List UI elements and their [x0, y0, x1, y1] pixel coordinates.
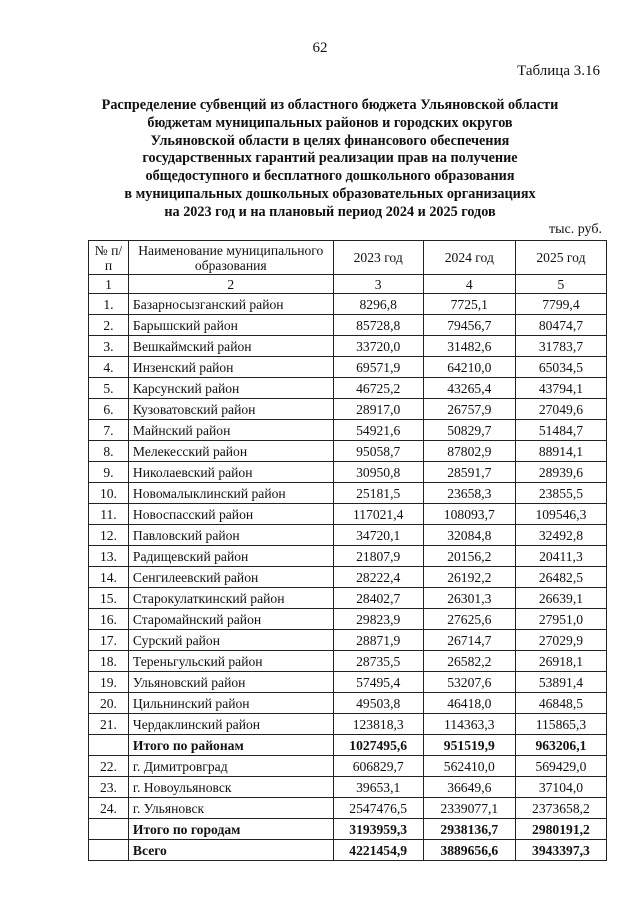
row-name: Новоспасский район: [128, 504, 333, 525]
value-2023: 1027495,6: [333, 735, 423, 756]
header-2023: 2023 год: [333, 241, 423, 275]
value-2023: 28735,5: [333, 651, 423, 672]
row-num: 15.: [89, 588, 129, 609]
value-2023: 8296,8: [333, 294, 423, 315]
row-name: Старомайнский район: [128, 609, 333, 630]
value-2023: 46725,2: [333, 378, 423, 399]
row-name: Всего: [128, 840, 333, 861]
grand-total-row: [89, 840, 607, 861]
value-2025: 32492,8: [515, 525, 606, 546]
header-2024: 2024 год: [423, 241, 515, 275]
row-num: 12.: [89, 525, 129, 546]
row-name: Новомалыклинский район: [128, 483, 333, 504]
row-num: 14.: [89, 567, 129, 588]
table-row: [89, 504, 607, 525]
title-line: государственных гарантий реализации прав на получение: [142, 150, 518, 167]
value-2025: 53891,4: [515, 672, 606, 693]
row-num: 20.: [89, 693, 129, 714]
value-2024: 26192,2: [423, 567, 515, 588]
value-2023: 57495,4: [333, 672, 423, 693]
row-name: Павловский район: [128, 525, 333, 546]
value-2024: 28591,7: [423, 462, 515, 483]
value-2024: 951519,9: [423, 735, 515, 756]
value-2024: 562410,0: [423, 756, 515, 777]
table-row: [89, 567, 607, 588]
column-index: 2: [128, 275, 333, 294]
value-2023: 117021,4: [333, 504, 423, 525]
value-2023: 49503,8: [333, 693, 423, 714]
row-name: Майнский район: [128, 420, 333, 441]
row-name: Сенгилеевский район: [128, 567, 333, 588]
table-row: [89, 756, 607, 777]
value-2025: 88914,1: [515, 441, 606, 462]
value-2025: 23855,5: [515, 483, 606, 504]
row-name: Мелекесский район: [128, 441, 333, 462]
table-row: [89, 672, 607, 693]
table-row: [89, 420, 607, 441]
value-2023: 606829,7: [333, 756, 423, 777]
row-num: 17.: [89, 630, 129, 651]
value-2023: 25181,5: [333, 483, 423, 504]
value-2025: 46848,5: [515, 693, 606, 714]
row-name: Барышский район: [128, 315, 333, 336]
value-2025: 2980191,2: [515, 819, 606, 840]
title-line: Распределение субвенций из областного бюджета Ульяновской области: [101, 97, 559, 113]
value-2023: 2547476,5: [333, 798, 423, 819]
value-2023: 30950,8: [333, 462, 423, 483]
value-2024: 50829,7: [423, 420, 515, 441]
column-index: 5: [515, 275, 606, 294]
value-2023: 39653,1: [333, 777, 423, 798]
table-row: [89, 483, 607, 504]
table-label: Таблица 3.16: [517, 63, 600, 79]
value-2024: 64210,0: [423, 357, 515, 378]
value-2025: 27029,9: [515, 630, 606, 651]
value-2024: 31482,6: [423, 336, 515, 357]
row-name: Итого по районам: [128, 735, 333, 756]
column-index: 1: [89, 275, 129, 294]
table-body: [89, 294, 607, 861]
row-num: [89, 735, 129, 756]
value-2025: 109546,3: [515, 504, 606, 525]
value-2024: 87802,9: [423, 441, 515, 462]
value-2023: 28222,4: [333, 567, 423, 588]
table-row: [89, 525, 607, 546]
row-num: 8.: [89, 441, 129, 462]
table-row: [89, 588, 607, 609]
value-2025: 65034,5: [515, 357, 606, 378]
table-row: [89, 609, 607, 630]
value-2025: 3943397,3: [515, 840, 606, 861]
value-2025: 27049,6: [515, 399, 606, 420]
table-row: [89, 315, 607, 336]
value-2024: 114363,3: [423, 714, 515, 735]
table-row: [89, 777, 607, 798]
column-index: 4: [423, 275, 515, 294]
row-num: 24.: [89, 798, 129, 819]
row-num: 5.: [89, 378, 129, 399]
row-num: 22.: [89, 756, 129, 777]
cities-total-row: [89, 819, 607, 840]
value-2024: 7725,1: [423, 294, 515, 315]
value-2025: 963206,1: [515, 735, 606, 756]
value-2023: 123818,3: [333, 714, 423, 735]
value-2025: 43794,1: [515, 378, 606, 399]
column-index: 3: [333, 275, 423, 294]
value-2024: 27625,6: [423, 609, 515, 630]
value-2023: 54921,6: [333, 420, 423, 441]
header-name: Наименование муниципального образования: [128, 241, 333, 275]
value-2024: 23658,3: [423, 483, 515, 504]
row-name: Чердаклинский район: [128, 714, 333, 735]
column-index-row: [89, 275, 607, 294]
document-title: [60, 97, 600, 222]
row-name: Базарносызганский район: [128, 294, 333, 315]
value-2025: 20411,3: [515, 546, 606, 567]
value-2024: 2938136,7: [423, 819, 515, 840]
row-num: 9.: [89, 462, 129, 483]
row-num: 16.: [89, 609, 129, 630]
value-2023: 34720,1: [333, 525, 423, 546]
row-name: Инзенский район: [128, 357, 333, 378]
header-2025: 2025 год: [515, 241, 606, 275]
table-row: [89, 546, 607, 567]
value-2025: 26918,1: [515, 651, 606, 672]
row-name: Вешкаймский район: [128, 336, 333, 357]
value-2023: 28917,0: [333, 399, 423, 420]
table-row: [89, 294, 607, 315]
title-line: общедоступного и бесплатного дошкольного образования: [145, 168, 515, 185]
row-name: г. Ульяновск: [128, 798, 333, 819]
table-row: [89, 336, 607, 357]
value-2025: 115865,3: [515, 714, 606, 735]
unit-label: тыс. руб.: [549, 222, 602, 237]
subvention-table: [88, 240, 607, 861]
value-2024: 3889656,6: [423, 840, 515, 861]
value-2024: 26714,7: [423, 630, 515, 651]
value-2025: 2373658,2: [515, 798, 606, 819]
table-row: [89, 399, 607, 420]
row-num: 11.: [89, 504, 129, 525]
row-num: 13.: [89, 546, 129, 567]
table-row: [89, 378, 607, 399]
row-name: Цильнинский район: [128, 693, 333, 714]
page-number: 62: [312, 40, 328, 56]
row-name: Карсунский район: [128, 378, 333, 399]
value-2025: 569429,0: [515, 756, 606, 777]
row-num: 23.: [89, 777, 129, 798]
value-2025: 80474,7: [515, 315, 606, 336]
value-2025: 31783,7: [515, 336, 606, 357]
value-2024: 46418,0: [423, 693, 515, 714]
row-num: 18.: [89, 651, 129, 672]
value-2023: 28402,7: [333, 588, 423, 609]
value-2023: 33720,0: [333, 336, 423, 357]
value-2024: 26301,3: [423, 588, 515, 609]
row-num: 7.: [89, 420, 129, 441]
value-2025: 26639,1: [515, 588, 606, 609]
title-line: на 2023 год и на плановый период 2024 и 2025 годов: [164, 203, 496, 220]
row-name: г. Новоульяновск: [128, 777, 333, 798]
value-2025: 51484,7: [515, 420, 606, 441]
value-2024: 79456,7: [423, 315, 515, 336]
table-row: [89, 798, 607, 819]
row-num: 6.: [89, 399, 129, 420]
value-2023: 3193959,3: [333, 819, 423, 840]
value-2024: 108093,7: [423, 504, 515, 525]
row-name: Кузоватовский район: [128, 399, 333, 420]
table-row: [89, 462, 607, 483]
value-2025: 26482,5: [515, 567, 606, 588]
title-line: в муниципальных дошкольных образовательных организациях: [124, 185, 536, 202]
value-2024: 26757,9: [423, 399, 515, 420]
row-name: Тереньгульский район: [128, 651, 333, 672]
value-2025: 37104,0: [515, 777, 606, 798]
row-num: 2.: [89, 315, 129, 336]
table-row: [89, 651, 607, 672]
value-2024: 43265,4: [423, 378, 515, 399]
value-2023: 29823,9: [333, 609, 423, 630]
row-num: 4.: [89, 357, 129, 378]
row-name: Радищевский район: [128, 546, 333, 567]
value-2024: 36649,6: [423, 777, 515, 798]
title-line: Ульяновской области в целях финансового обеспечения: [150, 132, 510, 149]
value-2024: 53207,6: [423, 672, 515, 693]
value-2025: 28939,6: [515, 462, 606, 483]
table-row: [89, 357, 607, 378]
value-2024: 2339077,1: [423, 798, 515, 819]
row-num: 21.: [89, 714, 129, 735]
row-name: г. Димитровград: [128, 756, 333, 777]
value-2024: 26582,2: [423, 651, 515, 672]
row-name: Итого по городам: [128, 819, 333, 840]
value-2023: 4221454,9: [333, 840, 423, 861]
row-num: [89, 840, 129, 861]
row-name: Старокулаткинский район: [128, 588, 333, 609]
header-row: [89, 241, 607, 275]
value-2024: 20156,2: [423, 546, 515, 567]
table-row: [89, 630, 607, 651]
value-2023: 85728,8: [333, 315, 423, 336]
header-num: № п/п: [89, 241, 129, 275]
value-2023: 21807,9: [333, 546, 423, 567]
row-num: 10.: [89, 483, 129, 504]
row-name: Ульяновский район: [128, 672, 333, 693]
table-row: [89, 441, 607, 462]
row-name: Сурский район: [128, 630, 333, 651]
table-row: [89, 714, 607, 735]
table-row: [89, 693, 607, 714]
row-num: 3.: [89, 336, 129, 357]
value-2023: 28871,9: [333, 630, 423, 651]
row-num: [89, 819, 129, 840]
value-2024: 32084,8: [423, 525, 515, 546]
districts-total-row: [89, 735, 607, 756]
row-num: 1.: [89, 294, 129, 315]
row-num: 19.: [89, 672, 129, 693]
row-name: Николаевский район: [128, 462, 333, 483]
value-2025: 27951,0: [515, 609, 606, 630]
title-line: бюджетам муниципальных районов и городских округов: [147, 114, 513, 131]
value-2023: 95058,7: [333, 441, 423, 462]
value-2025: 7799,4: [515, 294, 606, 315]
value-2023: 69571,9: [333, 357, 423, 378]
